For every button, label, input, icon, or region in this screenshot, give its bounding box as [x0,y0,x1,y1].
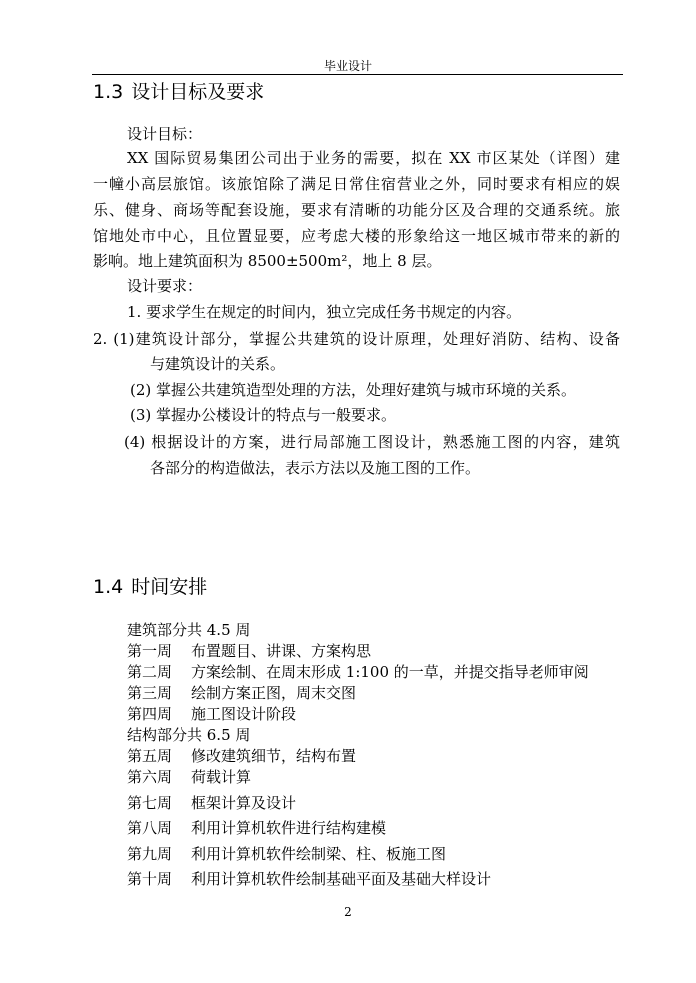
req-line-2: 2. (1)建筑设计部分，掌握公共建筑的设计原理，处理好消防、结构、设备 [93,330,620,348]
week-task: 方案绘制、在周末形成 1:100 的一草，并提交指导老师审阅 [191,663,589,681]
section-number: 1.4 [93,576,124,598]
struct-total: 结构部分共 6.5 周 [127,726,251,744]
schedule-row [127,746,356,766]
schedule-row [127,793,296,813]
week-label: 第六周 [127,768,173,786]
schedule-row [127,869,491,889]
week-task: 利用计算机软件进行结构建模 [191,819,387,837]
week-task: 修改建筑细节，结构布置 [191,747,357,765]
goal-line-1: XX 国际贸易集团公司出于业务的需要，拟在 XX 市区某处（详图）建 [127,149,620,167]
goal-line-5: 影响。地上建筑面积为 8500±500m²，地上 8 层。 [93,252,442,270]
req-line-6: (4) 根据设计的方案，进行局部施工图设计，熟悉施工图的内容，建筑 [124,433,620,451]
schedule-row [127,767,251,787]
schedule-row [127,641,371,661]
section-number: 1.3 [93,81,124,103]
week-task: 荷载计算 [191,768,252,786]
page-number: 2 [344,905,352,919]
week-label: 第十周 [127,870,173,888]
goal-line-3: 乐、健身、商场等配套设施，要求有清晰的功能分区及合理的交通系统。旅 [93,201,620,219]
week-task: 绘制方案正图，周末交图 [191,684,357,702]
schedule-row [127,662,589,682]
header-rule [92,74,623,75]
week-task: 施工图设计阶段 [191,705,297,723]
req-label: 设计要求： [127,277,203,295]
req-line-4: (2) 掌握公共建筑造型处理的方法，处理好建筑与城市环境的关系。 [130,381,577,399]
section-title: 时间安排 [131,576,208,598]
week-task: 利用计算机软件绘制基础平面及基础大样设计 [191,870,492,888]
schedule-row [127,683,356,703]
goal-label: 设计目标： [127,125,203,143]
req-line-1: 1. 要求学生在规定的时间内，独立完成任务书规定的内容。 [127,303,522,321]
goal-line-2: 一幢小高层旅馆。该旅馆除了满足日常住宿营业之外，同时要求有相应的娱 [93,175,620,193]
week-label: 第五周 [127,747,173,765]
week-task: 框架计算及设计 [191,794,297,812]
week-label: 第九周 [127,845,173,863]
arch-total: 建筑部分共 4.5 周 [127,621,251,639]
week-label: 第二周 [127,663,173,681]
week-label: 第四周 [127,705,173,723]
week-label: 第八周 [127,819,173,837]
week-task: 利用计算机软件绘制梁、柱、板施工图 [191,845,447,863]
schedule-row [127,704,296,724]
week-task: 布置题目、讲课、方案构思 [191,642,372,660]
week-label: 第一周 [127,642,173,660]
goal-line-4: 馆地处市中心，且位置显要，应考虑大楼的形象给这一地区城市带来的新的 [93,227,620,245]
req-line-5: (3) 掌握办公楼设计的特点与一般要求。 [130,406,397,424]
req-line-7: 各部分的构造做法，表示方法以及施工图的工作。 [150,459,481,477]
page-header: 毕业设计 [323,59,372,73]
week-label: 第七周 [127,794,173,812]
schedule-row [127,844,446,864]
section-title: 设计目标及要求 [131,81,265,103]
week-label: 第三周 [127,684,173,702]
section-heading-1-3 [93,77,264,104]
req-line-3: 与建筑设计的关系。 [150,355,286,373]
schedule-row [127,818,386,838]
section-heading-1-4 [93,572,207,599]
